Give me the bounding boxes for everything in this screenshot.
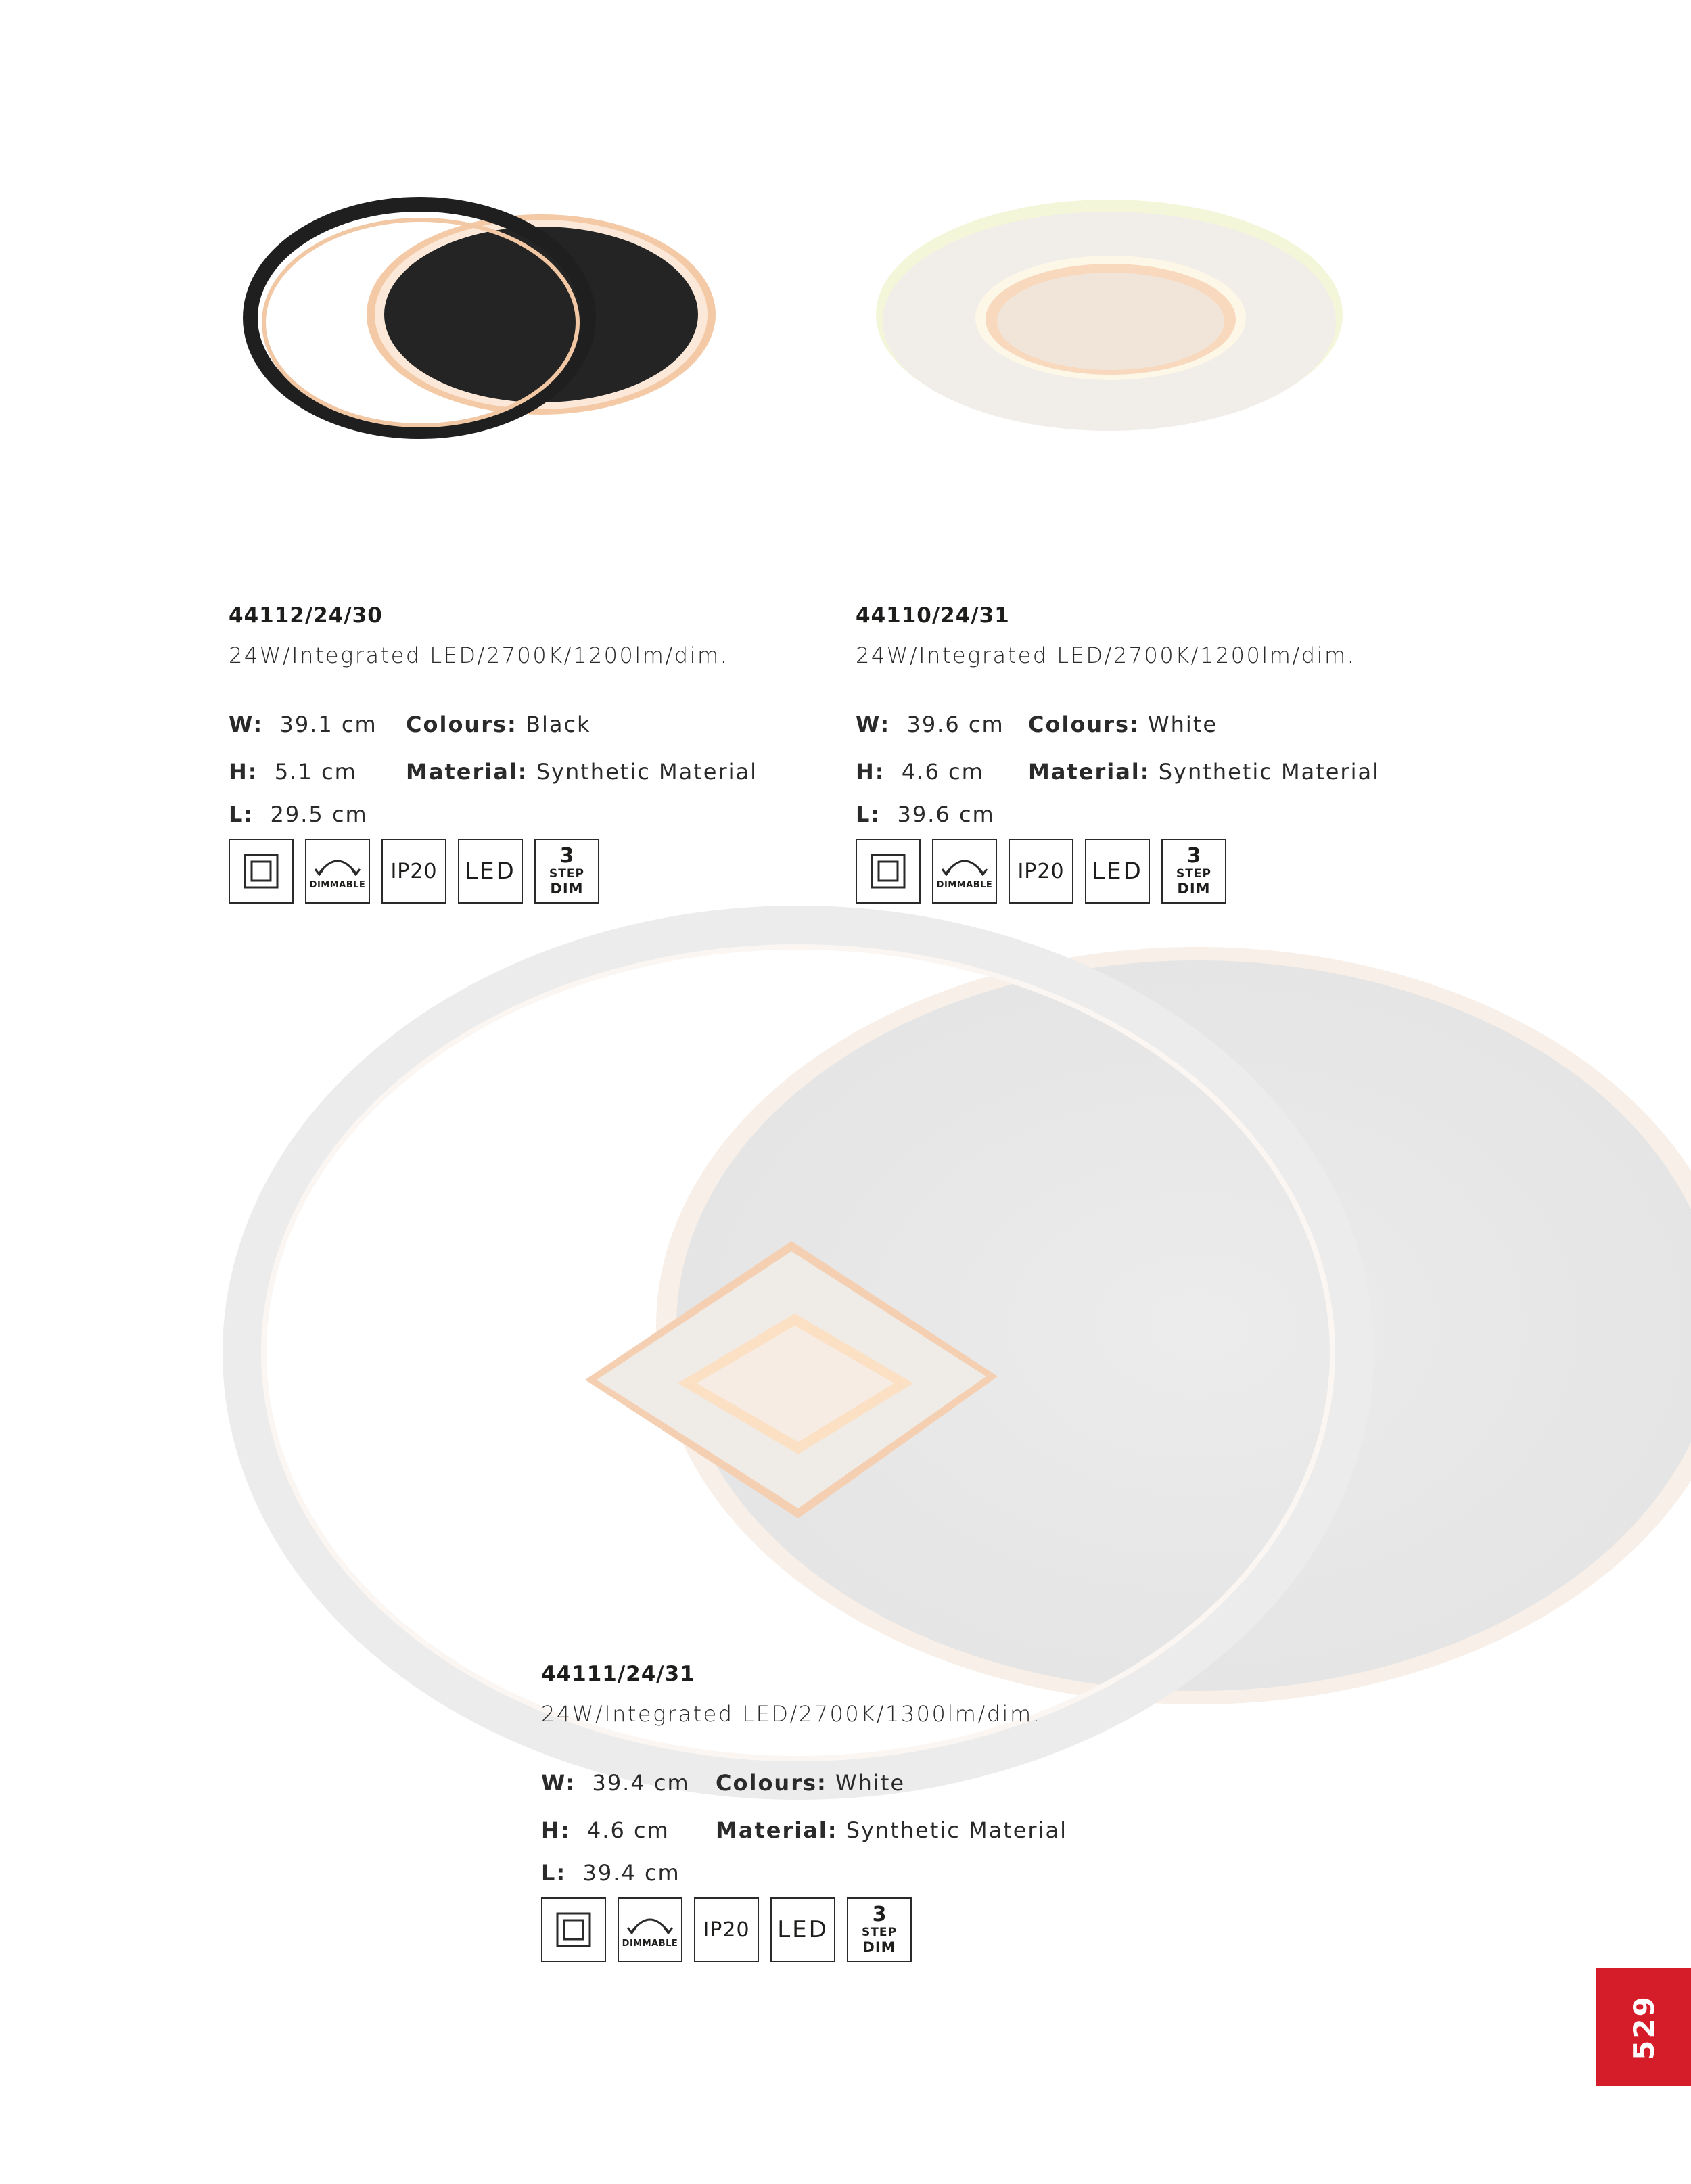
spec-width (856, 712, 1004, 737)
step-dim-icon (1161, 839, 1226, 904)
page-number-tab (1596, 1968, 1691, 2086)
dimmable-icon (305, 839, 370, 904)
ip-rating-icon (694, 1897, 759, 1962)
product-description: 24W/Integrated LED/2700K/1200lm/dim. (856, 643, 1356, 668)
spec-label: L: (229, 801, 254, 827)
step-label: STEP (1176, 867, 1211, 881)
product-description: 24W/Integrated LED/2700K/1200lm/dim. (229, 643, 729, 668)
spec-height (856, 759, 984, 785)
spec-width (541, 1770, 690, 1796)
spec-value: Synthetic Material (846, 1817, 1067, 1843)
spec-value: 29.5 cm (270, 801, 368, 827)
class-ii-icon (541, 1897, 606, 1962)
spec-label: W: (541, 1770, 576, 1796)
step-label: STEP (549, 867, 584, 881)
ip-rating-icon (1009, 839, 1073, 904)
spec-length (229, 801, 368, 827)
spec-value: White (1148, 712, 1218, 737)
product-description: 24W/Integrated LED/2700K/1300lm/dim. (541, 1701, 1042, 1727)
spec-value: 4.6 cm (586, 1817, 670, 1843)
product-image-white-square-lamp (582, 1231, 1008, 1529)
spec-label: Colours: (406, 712, 517, 737)
spec-label: Material: (716, 1817, 838, 1843)
spec-value: 39.6 cm (897, 801, 995, 827)
dimmable-label: DIMMABLE (936, 879, 993, 890)
ip-rating-label: IP20 (390, 859, 438, 883)
step-dim-icon (847, 1897, 912, 1962)
spec-height (541, 1817, 670, 1843)
spec-value: Synthetic Material (536, 759, 758, 785)
dimmable-icon (618, 1897, 682, 1962)
step-number: 3 (559, 844, 574, 868)
dim-label: DIM (862, 1939, 896, 1955)
ip-rating-icon (381, 839, 446, 904)
product-image-black-ring-lamp (223, 172, 737, 457)
ip-rating-label: IP20 (703, 1918, 750, 1942)
product-code: 44112/24/30 (229, 603, 383, 628)
spec-label: Material: (1028, 759, 1151, 785)
dim-label: DIM (550, 881, 584, 897)
product-code: 44111/24/31 (541, 1662, 695, 1686)
spec-value: 5.1 cm (274, 759, 357, 785)
class-ii-icon (229, 839, 294, 904)
spec-label: H: (229, 759, 258, 785)
led-label: LED (777, 1916, 829, 1943)
led-icon (1085, 839, 1150, 904)
dimmable-label: DIMMABLE (309, 879, 366, 890)
ip-rating-label: IP20 (1017, 859, 1065, 883)
spec-material (406, 759, 758, 785)
step-dim-icon (534, 839, 599, 904)
led-icon (458, 839, 523, 904)
step-number: 3 (1186, 844, 1201, 868)
spec-value: 39.4 cm (592, 1770, 690, 1796)
dimmable-label: DIMMABLE (622, 1938, 678, 1949)
led-icon (770, 1897, 835, 1962)
spec-material (716, 1817, 1067, 1843)
spec-value: Synthetic Material (1158, 759, 1380, 785)
spec-value: White (835, 1770, 906, 1796)
spec-length (856, 801, 995, 827)
spec-label: Colours: (716, 1770, 827, 1796)
step-number: 3 (872, 1903, 887, 1926)
dimmable-icon (932, 839, 997, 904)
class-ii-icon (856, 839, 921, 904)
spec-label: L: (856, 801, 881, 827)
dim-label: DIM (1177, 881, 1211, 897)
spec-label: H: (856, 759, 885, 785)
spec-colours (716, 1770, 905, 1796)
spec-value: Black (526, 712, 591, 737)
spec-value: 39.4 cm (582, 1860, 680, 1886)
spec-label: Material: (406, 759, 528, 785)
spec-colours (406, 712, 591, 737)
spec-label: H: (541, 1817, 571, 1843)
spec-value: 4.6 cm (901, 759, 984, 785)
spec-material (1028, 759, 1380, 785)
spec-label: Colours: (1028, 712, 1140, 737)
spec-height (229, 759, 357, 785)
spec-label: W: (229, 712, 264, 737)
spec-width (229, 712, 377, 737)
spec-value: 39.6 cm (906, 712, 1004, 737)
spec-length (541, 1860, 680, 1886)
page-number: 529 (1627, 1994, 1661, 2060)
step-label: STEP (862, 1926, 897, 1939)
spec-label: L: (541, 1860, 567, 1886)
led-label: LED (465, 858, 516, 885)
spec-label: W: (856, 712, 891, 737)
product-image-white-round-lamp (866, 183, 1353, 453)
product-code: 44110/24/31 (856, 603, 1010, 628)
led-label: LED (1092, 858, 1143, 885)
spec-value: 39.1 cm (279, 712, 377, 737)
spec-colours (1028, 712, 1218, 737)
